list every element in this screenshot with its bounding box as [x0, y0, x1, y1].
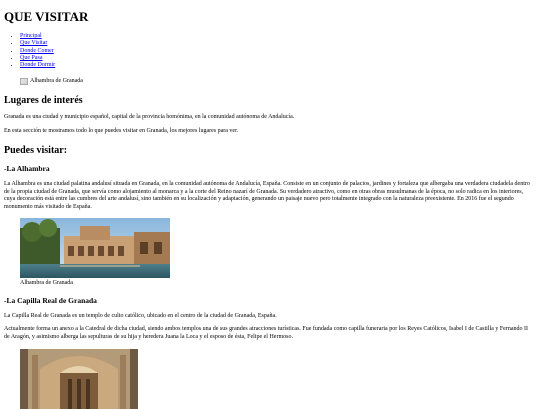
broken-image-icon	[20, 78, 28, 85]
section-heading-puedes-visitar: Puedes visitar:	[4, 145, 68, 156]
capilla-photo	[20, 349, 138, 409]
nav-link-que-pasa[interactable]: Que Pasa	[20, 54, 43, 61]
heading-alhambra: -La Alhambra	[4, 164, 50, 173]
nav-item-donde-dormir	[20, 62, 55, 69]
hero-image	[20, 78, 83, 86]
main-nav	[4, 33, 55, 69]
nav-item-principal	[20, 33, 55, 40]
nav-link-donde-dormir[interactable]: Donde Dormir	[20, 62, 56, 69]
alhambra-figure	[20, 218, 170, 288]
alhambra-caption: Alhambra de Granada	[20, 280, 73, 286]
alhambra-description: La Alhambra es una ciudad palatina andalusí situada en Granada, en la comunidad autónoma de Andalucía, España. Consiste en un conjunto de palacios, jardines y fortaleza que albergaba una verdadera ciudadela dentro de la propia ciudad de Granada, que servía como alojamiento al monarca y a la corte del Reino nazarí de Granada. Su verdadero atractivo, como en otras obras musulmanas de la época, no solo radica en los interiores, cuya decoración está entre las cumbres del arte andalusí, sino también en su localización y adaptación, generando un paisaje nuevo pero totalmente integrado con la naturaleza preexistente. En 2016 fue el segundo monumento más visitado de España.	[4, 181, 530, 210]
capilla-paragraph-2: Actualmente forma un anexo a la Catedral de dicha ciudad, siendo ambos templos una de sus grandes atracciones turísticas. Fue fundada como capilla funeraria por los Reyes Católicos, Isabel I de Castilla y Fernando II de Aragón, y asimismo alberga las sepulturas de su hija y heredera Juana la Loca y el esposo de ésta, Felipe el Hermoso.	[4, 326, 528, 340]
capilla-figure	[20, 349, 138, 409]
page-title: QUE VISITAR	[4, 9, 89, 24]
alhambra-photo	[20, 218, 170, 278]
nav-link-donde-comer[interactable]: Donde Comer	[20, 47, 54, 54]
section-heading-lugares: Lugares de interés	[4, 95, 83, 106]
nav-link-que-visitar[interactable]: Que Visitar	[20, 40, 48, 47]
intro-paragraph-1: Granada es una ciudad y municipio español, capital de la provincia homónima, en la comunidad autónoma de Andalucía.	[4, 114, 295, 120]
nav-item-que-visitar	[20, 40, 55, 47]
intro-paragraph-2: En esta sección te mostramos todo lo que puedes visitar en Granada, los mejores lugares para ver.	[4, 128, 239, 134]
hero-image-alt: Alhambra de Granada	[30, 78, 83, 84]
nav-link-principal[interactable]: Principal	[20, 33, 42, 39]
nav-item-que-pasa	[20, 55, 55, 62]
heading-capilla-real: -La Capilla Real de Granada	[4, 296, 97, 305]
nav-item-donde-comer	[20, 48, 55, 55]
capilla-paragraph-1: La Capilla Real de Granada es un templo de culto católico, ubicado en el centro de la ciudad de Granada, España.	[4, 313, 277, 319]
